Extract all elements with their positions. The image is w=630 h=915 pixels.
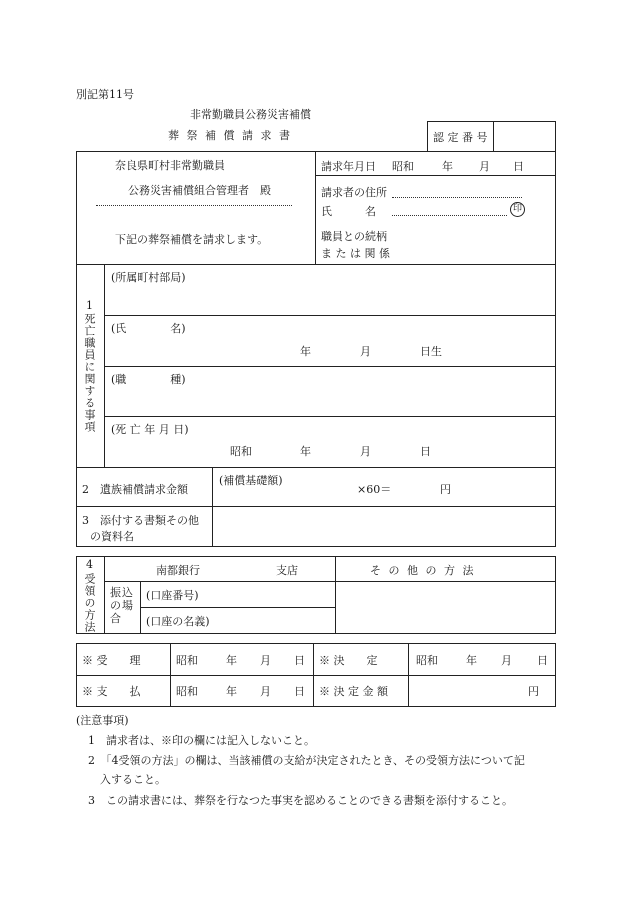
birth-month: 月: [360, 345, 371, 358]
account-number-label: (口座番号): [146, 589, 199, 602]
addressee-line2: 公務災害補償組合管理者 殿: [128, 184, 271, 197]
receipt-label: ※ 受 理: [82, 654, 141, 667]
death-year: 年: [300, 445, 311, 458]
receipt-era: 昭和: [176, 654, 198, 667]
claim-date-year: 年: [442, 160, 453, 173]
birth-year: 年: [300, 345, 311, 358]
notes-heading: (注意事項): [76, 714, 129, 727]
payment-label: ※ 支 払: [82, 685, 141, 698]
section3-label-1: 3 添付する書類その他: [82, 514, 199, 527]
address-field[interactable]: [392, 197, 522, 198]
receipt-month: 月: [260, 654, 271, 667]
relation-label-2: ま た は 関 係: [321, 247, 390, 260]
relation-label-1: 職員との続柄: [321, 230, 387, 243]
address-label: 請求者の住所: [321, 186, 387, 199]
death-era: 昭和: [230, 445, 252, 458]
payment-day: 日: [294, 685, 305, 698]
title-line1: 非常勤職員公務災害補償: [190, 108, 311, 121]
other-method-label: そ の 他 の 方 法: [370, 564, 476, 577]
receipt-year: 年: [226, 654, 237, 667]
section1-title: 死亡職員に関する事項: [83, 313, 96, 433]
claim-date-month: 月: [479, 160, 490, 173]
form-number: 別記第11号: [76, 88, 134, 101]
death-day: 日: [420, 445, 431, 458]
request-text: 下記の葬祭補償を請求します。: [115, 233, 269, 246]
receipt-day: 日: [294, 654, 305, 667]
note-item: 1 請求者は、※印の欄には記入しないこと。: [88, 734, 315, 747]
base-amount-label: (補償基礎額): [219, 474, 283, 487]
payment-month: 月: [260, 685, 271, 698]
birth-day: 日生: [420, 345, 442, 358]
deceased-name-label: (氏 名): [111, 322, 186, 335]
dept-label: (所属町村部局): [111, 271, 186, 284]
payment-era: 昭和: [176, 685, 198, 698]
transfer-label: 振込の場合: [110, 586, 134, 625]
death-date-label: (死 亡 年 月 日): [111, 423, 189, 436]
death-month: 月: [360, 445, 371, 458]
section4-number: 4: [86, 558, 93, 571]
approval-number-label: 認 定 番 号: [433, 131, 488, 144]
name-label: 氏 名: [321, 205, 376, 218]
name-field[interactable]: [392, 215, 507, 216]
note-item: 2 「4受領の方法」の欄は、当該補償の支給が決定されたとき、その受領方法について記: [88, 754, 525, 767]
addressee-line1: 奈良県町村非常勤職員: [115, 159, 225, 172]
decision-era: 昭和: [416, 654, 438, 667]
multiplier-text: ×60＝: [357, 483, 392, 496]
section3-label-2: の資料名: [90, 530, 134, 543]
section2-label: 2 遺族補償請求金額: [82, 483, 188, 496]
page-title: 葬 祭 補 償 請 求 書: [168, 129, 292, 142]
amount-label: ※ 決 定 金 額: [319, 685, 388, 698]
section4-title: 受領の方法: [83, 573, 96, 633]
section2-yen: 円: [440, 483, 451, 496]
amount-yen: 円: [528, 685, 539, 698]
decision-label: ※ 決 定: [319, 654, 378, 667]
claim-date-label: 請求年月日: [321, 160, 376, 173]
job-label: (職 種): [111, 373, 186, 386]
bank-name: 南都銀行: [156, 564, 200, 577]
section1-number: 1: [86, 299, 93, 312]
seal-icon: 印: [510, 202, 525, 217]
decision-year: 年: [466, 654, 477, 667]
branch-label: 支店: [276, 564, 298, 577]
note-item: 入すること。: [100, 773, 166, 786]
claim-date-day: 日: [513, 160, 524, 173]
approval-number-field[interactable]: [497, 124, 553, 148]
claim-date-era: 昭和: [392, 160, 414, 173]
decision-month: 月: [501, 654, 512, 667]
payment-year: 年: [226, 685, 237, 698]
account-name-label: (口座の名義): [146, 615, 210, 628]
note-item: 3 この請求書には、葬祭を行なつた事実を認めることのできる書類を添付すること。: [88, 794, 513, 807]
decision-day: 日: [537, 654, 548, 667]
